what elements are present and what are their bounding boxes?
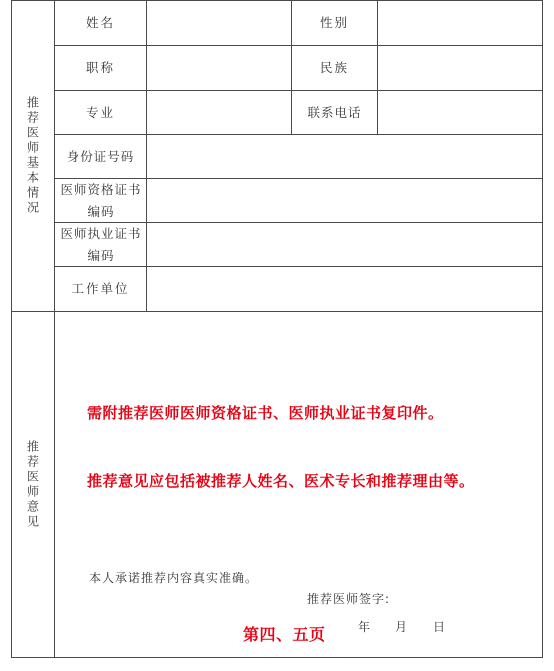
pledge-text: 本人承诺推荐内容真实准确。 bbox=[89, 571, 259, 585]
specialty-label: 专业 bbox=[85, 104, 115, 120]
qualification-cert-label: 医师资格证书编码 bbox=[60, 181, 142, 219]
recommendation-form bbox=[11, 0, 543, 658]
date-day: 日 bbox=[433, 620, 446, 634]
title-label: 职称 bbox=[85, 60, 115, 75]
gender-label: 性别 bbox=[319, 15, 349, 30]
specialty-value-cell[interactable] bbox=[147, 91, 291, 134]
id-number-value-cell[interactable] bbox=[147, 135, 542, 178]
practice-cert-label: 医师执业证书编码 bbox=[60, 225, 142, 263]
work-unit-label: 工作单位 bbox=[71, 281, 130, 296]
page-label: 第四、五页 bbox=[243, 625, 326, 644]
border-right bbox=[542, 0, 543, 658]
gender-value-cell[interactable] bbox=[378, 1, 542, 45]
date-month: 月 bbox=[395, 620, 408, 634]
id-number-label: 身份证号码 bbox=[66, 148, 135, 164]
section-basic-label: 推荐医师基本情况 bbox=[25, 95, 40, 216]
ethnicity-value-cell[interactable] bbox=[378, 46, 542, 90]
phone-value-cell[interactable] bbox=[378, 91, 542, 134]
section-opinion-label: 推荐医师意见 bbox=[25, 439, 40, 530]
section-divider bbox=[11, 311, 543, 312]
note-attachments: 需附推荐医师医师资格证书、医师执业证书复印件。 bbox=[87, 404, 444, 422]
work-unit-value-cell[interactable] bbox=[147, 267, 542, 311]
practice-cert-value-cell[interactable] bbox=[147, 223, 542, 266]
date-year: 年 bbox=[358, 620, 371, 634]
ethnicity-label: 民族 bbox=[319, 60, 349, 75]
phone-label: 联系电话 bbox=[307, 104, 362, 120]
note-opinion-content: 推荐意见应包括被推荐人姓名、医术专长和推荐理由等。 bbox=[87, 472, 475, 490]
name-value-cell[interactable] bbox=[147, 1, 291, 45]
border-bottom bbox=[11, 657, 543, 658]
qualification-cert-value-cell[interactable] bbox=[147, 179, 542, 222]
title-value-cell[interactable] bbox=[147, 46, 291, 90]
signature-label: 推荐医师签字: bbox=[307, 592, 391, 606]
name-label: 姓名 bbox=[85, 15, 115, 30]
